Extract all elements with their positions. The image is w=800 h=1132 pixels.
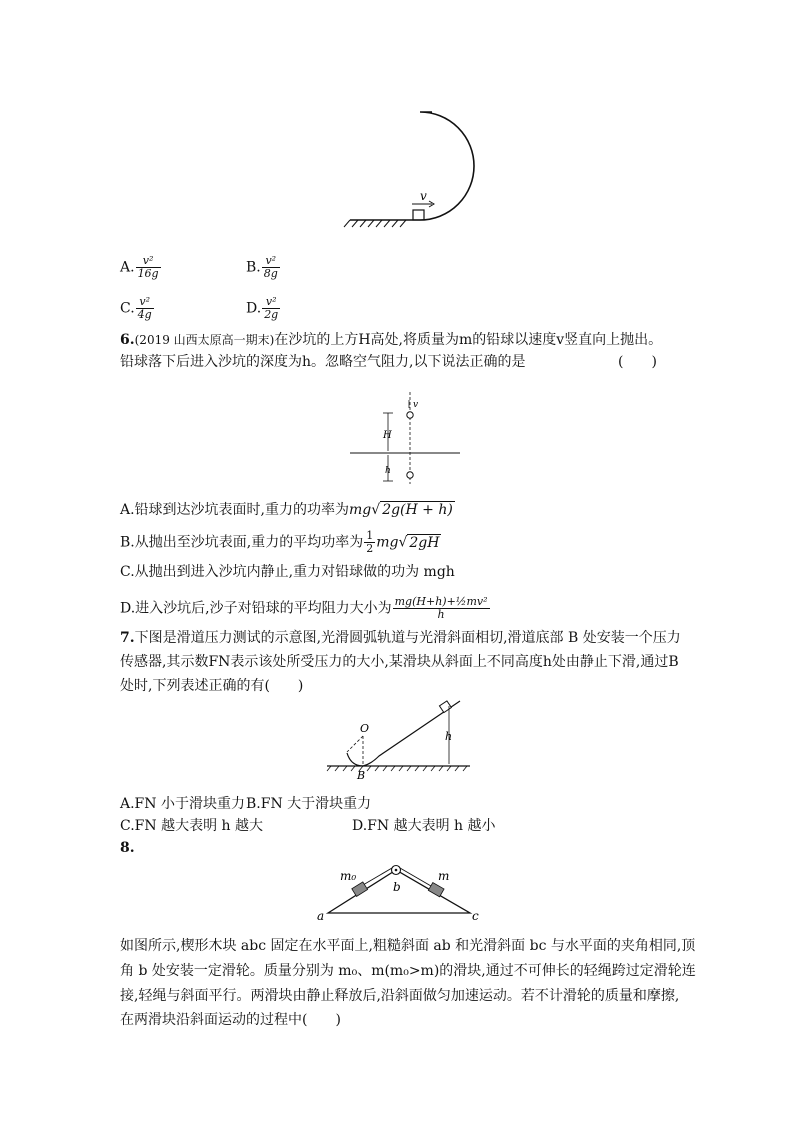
rope-right [400,868,431,886]
q5-option-c[interactable]: C. $\frac{\text{v²}}{4g}$ [120,295,152,321]
c-label: c [472,909,479,923]
q8-number: 8. [120,840,135,856]
a-label: a [317,909,325,923]
q6-option-a[interactable]: A.铅球到达沙坑表面时,重力的功率为mg√ 2g(H + h) [120,502,453,518]
q7-option-d[interactable]: D.FN 越大表明 h 越小 [352,818,496,834]
q8-stem-line2: 角 b 处安装一定滑轮。质量分别为 m₀、m(m₀>m)的滑块,通过不可伸长的轻绳跨过定滑轮连 [120,963,696,979]
v-label: v [413,400,419,410]
q8-stem-line1: 如图所示,楔形木块 abc 固定在水平面上,粗糙斜面 ab 和光滑斜面 bc 与水平面的夹角相同,顶 [120,938,696,954]
b-label: b [393,880,401,894]
q6-option-c[interactable]: C.从抛出到进入沙坑内静止,重力对铅球做的功为 mgh [120,564,455,580]
slide-track-figure [325,698,475,780]
H-label: H [383,430,392,441]
O-label: O [360,722,370,735]
q6-option-b[interactable]: B.从抛出至沙坑表面,重力的平均功率为 $\frac{1}{2}$ mg√ 2gH [120,529,440,555]
q7-option-c[interactable]: C.FN 越大表明 h 越大 [120,818,263,834]
slider-block [439,701,451,713]
ball-bottom [407,472,413,478]
q7-stem-line1: 7.下图是滑道压力测试的示意图,光滑圆弧轨道与光滑斜面相切,滑道底部 B 处安装一个压力 [120,630,681,646]
q6-answer-paren: ( ) [618,354,657,370]
q7-option-b[interactable]: B.FN 大于滑块重力 [246,796,372,812]
velocity-label: v [420,189,427,203]
loop-track-figure [340,110,490,235]
q6-stem-line1: 6.(2019 山西太原高一期末)在沙坑的上方H高处,将质量为m的铅球以速度v竖直向上抛出。 [120,332,663,348]
B-label: B [357,769,366,780]
q6-stem-line2: 铅球落下后进入沙坑的深度为h。忽略空气阻力,以下说法正确的是 [120,354,526,370]
h-label-2: h [445,730,453,743]
m0-label: m₀ [340,869,357,883]
block [413,210,424,220]
sandpit-figure [345,388,465,490]
wedge-figure [310,860,495,925]
q7-option-a[interactable]: A.FN 小于滑块重力 [120,796,245,812]
ground-hatch [344,220,406,227]
q5-option-a[interactable]: A. $\frac{\text{v²}}{16g}$ [120,254,159,280]
q6-option-d[interactable]: D.进入沙坑后,沙子对铅球的平均阻力大小为 $\frac{\text{mg(H+h)+½mv²}}{h}$ [120,595,488,621]
ball-top [407,412,413,418]
q7-stem-line3: 处时,下列表述正确的有( ) [120,678,304,694]
radius-slant [347,736,363,752]
block-m [428,883,444,897]
q8-stem-line4: 在两滑块沿斜面运动的过程中( ) [120,1012,341,1028]
h-label: h [385,466,391,476]
q7-stem-line2: 传感器,其示数FN表示该处所受压力的大小,某滑块从斜面上不同高度h处由静止下滑,通过B [120,654,679,670]
q8-stem-line3: 接,轻绳与斜面平行。两滑块由静止释放后,沿斜面做匀加速运动。若不计滑轮的质量和摩擦, [120,988,680,1004]
q5-option-d[interactable]: D. $\frac{\text{v²}}{2g}$ [246,295,279,321]
ground-hatch-2 [327,766,467,771]
m-label: m [438,869,450,883]
q5-option-b[interactable]: B. $\frac{\text{v²}}{8g}$ [246,254,278,280]
